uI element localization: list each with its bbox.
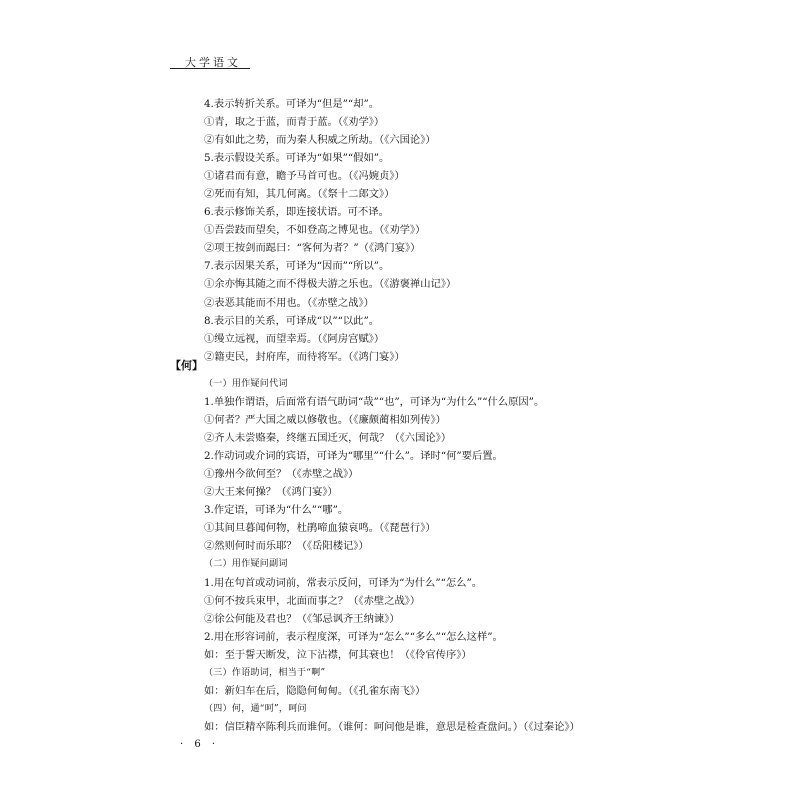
header-title: 大学语文 bbox=[185, 56, 241, 69]
text-line: 2.用在形容词前，表示程度深，可译为“怎么”“多么”“怎么这样”。 bbox=[204, 630, 503, 643]
text-line: ②徐公何能及君也？（《邹忌讽齐王纳谏》） bbox=[204, 612, 400, 625]
header-rule bbox=[170, 68, 250, 69]
text-line: 6.表示修饰关系，即连接状语。可不译。 bbox=[204, 206, 389, 219]
text-line: 如：至于誓天断发，泣下沾襟，何其衰也！（《伶官传序》） bbox=[204, 648, 472, 661]
subsection-title: （一）用作疑问代词 bbox=[204, 379, 288, 389]
text-line: 5.表示假设关系。可译为“如果”“假如”。 bbox=[204, 152, 390, 165]
text-line: ②齐人未尝赂秦，终继五国迁灭，何哉？（《六国论》） bbox=[204, 432, 452, 445]
text-line: ①青，取之于蓝，而青于蓝。（《劝学》） bbox=[204, 116, 385, 129]
text-line: ①吾尝跂而望矣，不如登高之博见也。（《劝学》） bbox=[204, 224, 426, 237]
text-line: 1.单独作谓语，后面常有语气助词“哉”“也”，可译为“为什么”“什么原因”。 bbox=[204, 396, 545, 409]
text-line: ①余亦悔其随之而不得极夫游之乐也。（《游褒禅山记》） bbox=[204, 278, 457, 291]
section-heading: 【何】 bbox=[170, 359, 203, 372]
text-line: 2.作动词或介词的宾语，可译为“哪里”“什么”。译时“何”要后置。 bbox=[204, 450, 503, 463]
text-line: ②籍吏民，封府库，而待将军。（《鸿门宴》） bbox=[204, 350, 405, 363]
text-line: ②表恶其能而不用也。（《赤壁之战》） bbox=[204, 296, 374, 309]
section-er-usages bbox=[204, 95, 456, 366]
text-line: ①其间旦暮闻何物，杜鹃啼血猿哀鸣。（《琵琶行》） bbox=[204, 522, 436, 535]
subsection-title: （三）作语助词，相当于“啊” bbox=[204, 667, 326, 678]
text-line: 如：信臣精卒陈利兵而谁何。（谁何：呵问他是谁，意思是检查盘问。）（《过秦论》） bbox=[204, 720, 580, 733]
page-number: · 6 · bbox=[180, 739, 220, 750]
text-line: 4.表示转折关系。可译为“但是”“却”。 bbox=[204, 98, 380, 110]
text-line: 3.作定语，可译为“什么”“哪”。 bbox=[204, 504, 349, 517]
text-line: 1.用在句首或动词前，常表示反问，可译为“为什么”“怎么”。 bbox=[204, 576, 483, 589]
text-line: ①诸君而有意，瞻予马首可也。（《冯婉贞》） bbox=[204, 170, 405, 183]
text-line: 7.表示因果关系，可译为“因而”“所以”。 bbox=[204, 260, 390, 273]
text-line: ①缦立远视，而望幸焉。（《阿房宫赋》） bbox=[204, 332, 385, 345]
text-line: ①何者？严大国之威以修敬也。（《廉颇蔺相如列传》） bbox=[204, 414, 446, 427]
section-he-usages bbox=[204, 375, 580, 736]
text-line: ①何不按兵束甲，北面而事之？（《赤壁之战》） bbox=[204, 594, 421, 607]
text-line: ②项王按剑而跽曰：“客何为者？”（《鸿门宴》） bbox=[204, 242, 421, 255]
text-line: 8.表示目的关系，可译成“以”“以此”。 bbox=[204, 314, 380, 327]
subsection-title: （二）用作疑问副词 bbox=[204, 559, 288, 570]
text-line: ②死而有知，其几何离。（《祭十二郎文》） bbox=[204, 188, 395, 201]
text-line: ②有如此之势，而为秦人积威之所劫。（《六国论》） bbox=[204, 134, 436, 147]
subsection-title: （四）何，通“呵”，呵问 bbox=[204, 703, 307, 714]
text-line: ①豫州今欲何至？（《赤壁之战》） bbox=[204, 468, 359, 481]
text-line: ②然则何时而乐耶？（《岳阳楼记》） bbox=[204, 540, 369, 553]
text-line: 如：新妇车在后，隐隐何甸甸。（《孔雀东南飞》） bbox=[204, 684, 426, 697]
text-line: ②大王来何操？（《鸿门宴》） bbox=[204, 486, 338, 499]
